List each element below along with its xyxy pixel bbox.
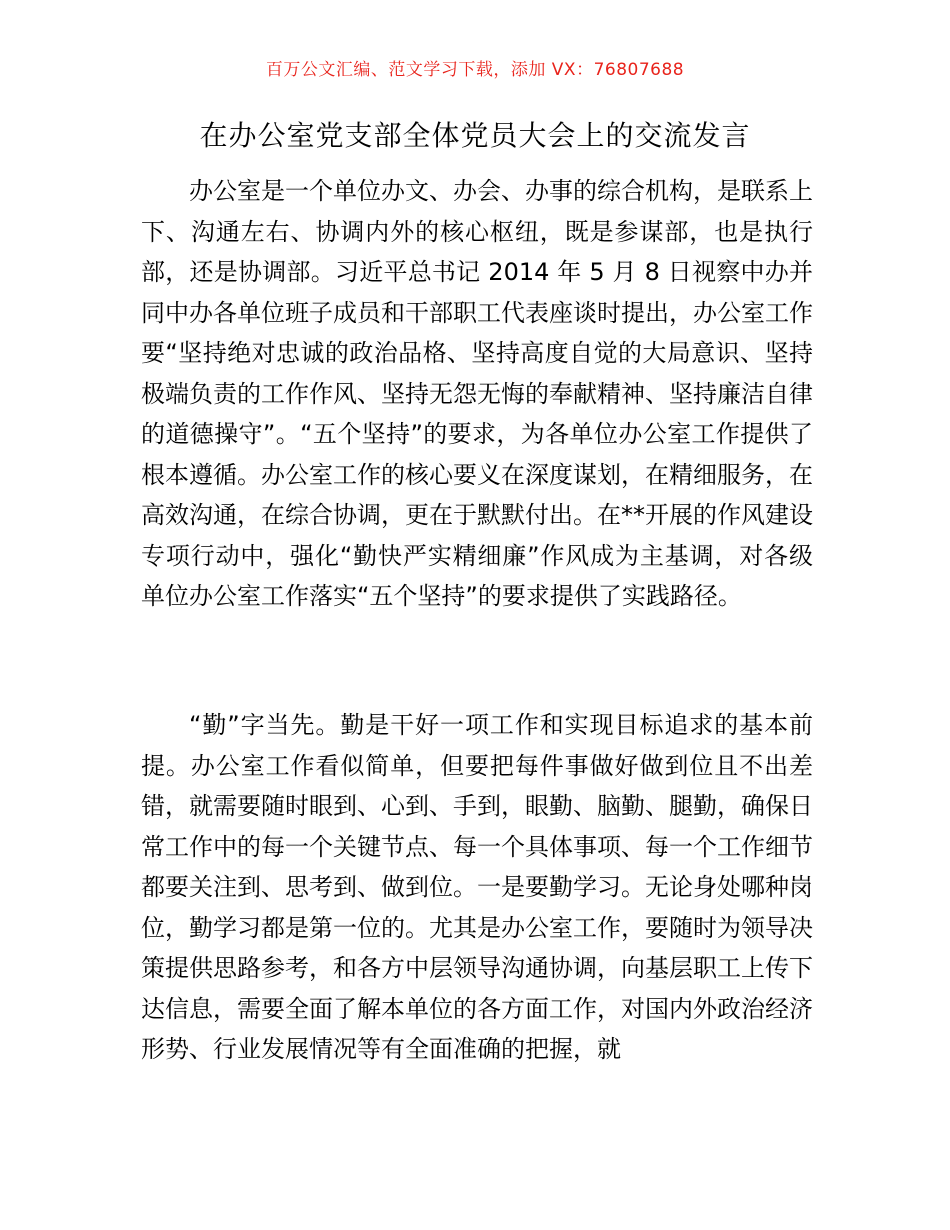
body-paragraph-2: “勤”字当先。勤是干好一项工作和实现目标追求的基本前提。办公室工作看似简单，但要把每件事做好做到位且不出差错，就需要随时眼到、心到、手到，眼勤、脑勤、腿勤，确保日常工作中的每一个关键节点、每一个具体事项、每一个工作细节都要关注到、思考到、做到位。一是要勤学习。无论身处哪种岗位，勤学习都是第一位的。尤其是办公室工作，要随时为领导决策提供思路参考，和各方中层领导沟通协调，向基层职工上传下达信息，需要全面了解本单位的各方面工作，对国内外政治经济形势、行业发展情况等有全面准确的把握，就 bbox=[141, 711, 813, 1063]
body-paragraph-1: 办公室是一个单位办文、办会、办事的综合机构，是联系上下、沟通左右、协调内外的核心枢纽，既是参谋部，也是执行部，还是协调部。习近平总书记 2014 年 5 月 8 日视察中办并同中办各单位班子成员和干部职工代表座谈时提出，办公室工作要“坚持绝对忠诚的政治品格、坚持高度自觉的大局意识、坚持极端负责的工作作风、坚持无怨无悔的奉献精神、坚持廉洁自律的道德操守”。“五个坚持”的要求，为各单位办公室工作提供了根本遵循。办公室工作的核心要义在深度谋划，在精细服务，在高效沟通，在综合协调，更在于默默付出。在**开展的作风建设专项行动中，强化“勤快严实精细廉”作风成为主基调，对各级单位办公室工作落实“五个坚持”的要求提供了实践路径。 bbox=[141, 177, 813, 610]
header-banner: 百万公文汇编、范文学习下载，添加 VX：76807688 bbox=[265, 60, 685, 80]
document-title: 在办公室党支部全体党员大会上的交流发言 bbox=[199, 119, 751, 152]
